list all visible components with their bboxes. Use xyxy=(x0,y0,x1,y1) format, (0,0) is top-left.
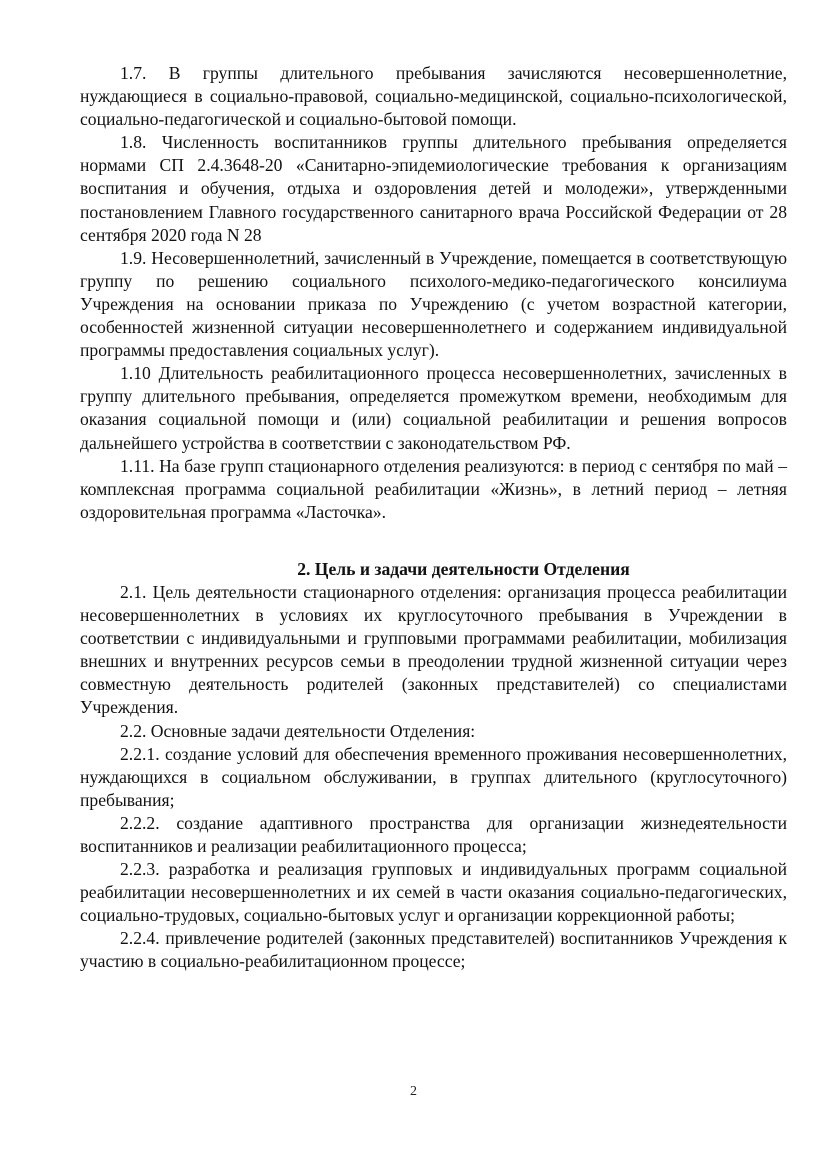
paragraph-1-8: 1.8. Численность воспитанников группы длительного пребывания определяется нормами СП 2.4.3648-20 «Санитарно-эпидемиологические требования к организациям воспитания и обучения, отдыха и оздоровления детей и молодежи», утвержденными постановлением Главного государственного санитарного врача Российской Федерации от 28 сентября 2020 года N 28 xyxy=(80,132,787,245)
paragraph-1-10: 1.10 Длительность реабилитационного процесса несовершеннолетних, зачисленных в группу длительного пребывания, определяется промежутком времени, необходимым для оказания социальной помощи и (или) социальной реабилитации и решения вопросов дальнейшего устройства в соответствии с законодательством РФ. xyxy=(80,363,787,453)
paragraph-2-1: 2.1. Цель деятельности стационарного отделения: организация процесса реабилитации несовершеннолетних в условиях их круглосуточного пребывания в Учреждении в соответствии с индивидуальными и групповыми программами реабилитации, мобилизация внешних и внутренних ресурсов семьи в преодолении трудной жизненной ситуации через совместную деятельность родителей (законных представителей) со специалистами Учреждения. xyxy=(80,581,787,718)
paragraph-2-2: 2.2. Основные задачи деятельности Отделения: xyxy=(120,720,476,741)
paragraph-2-2-4: 2.2.4. привлечение родителей (законных представителей) воспитанников Учреждения к участию в социально-реабилитационном процессе; xyxy=(80,928,787,972)
paragraph-1-11: 1.11. На базе групп стационарного отделения реализуются: в период с сентября по май – комплексная программа социальной реабилитации «Жизнь», в летний период – летняя оздоровительная программа «Ласточка». xyxy=(80,455,787,522)
section-heading: 2. Цель и задачи деятельности Отделения xyxy=(297,558,630,579)
document-page xyxy=(80,62,787,974)
paragraph-1-7: 1.7. В группы длительного пребывания зачисляются несовершеннолетние, нуждающиеся в социально-правовой, социально-медицинской, социально-психологической, социально-педагогической и социально-бытовой помощи. xyxy=(80,63,787,130)
paragraph-2-2-1: 2.2.1. создание условий для обеспечения временного проживания несовершеннолетних, нуждающихся в социальном обслуживании, в группах длительного (круглосуточного) пребывания; xyxy=(80,743,787,810)
paragraph-2-2-2: 2.2.2. создание адаптивного пространства для организации жизнедеятельности воспитанников и реализации реабилитационного процесса; xyxy=(80,812,787,856)
paragraph-2-2-3: 2.2.3. разработка и реализация групповых и индивидуальных программ социальной реабилитации несовершеннолетних и их семей в части оказания социально-педагогических, социально-трудовых, социально-бытовых услуг и организации коррекционной работы; xyxy=(80,859,787,926)
paragraph-1-9: 1.9. Несовершеннолетний, зачисленный в Учреждение, помещается в соответствующую группу по решению социального психолого-медико-педагогического консилиума Учреждения на основании приказа по Учреждению (с учетом возрастной категории, особенностей жизненной ситуации несовершеннолетнего и содержанием индивидуальной программы предоставления социальных услуг). xyxy=(80,247,787,361)
page-number: 2 xyxy=(410,1084,417,1099)
